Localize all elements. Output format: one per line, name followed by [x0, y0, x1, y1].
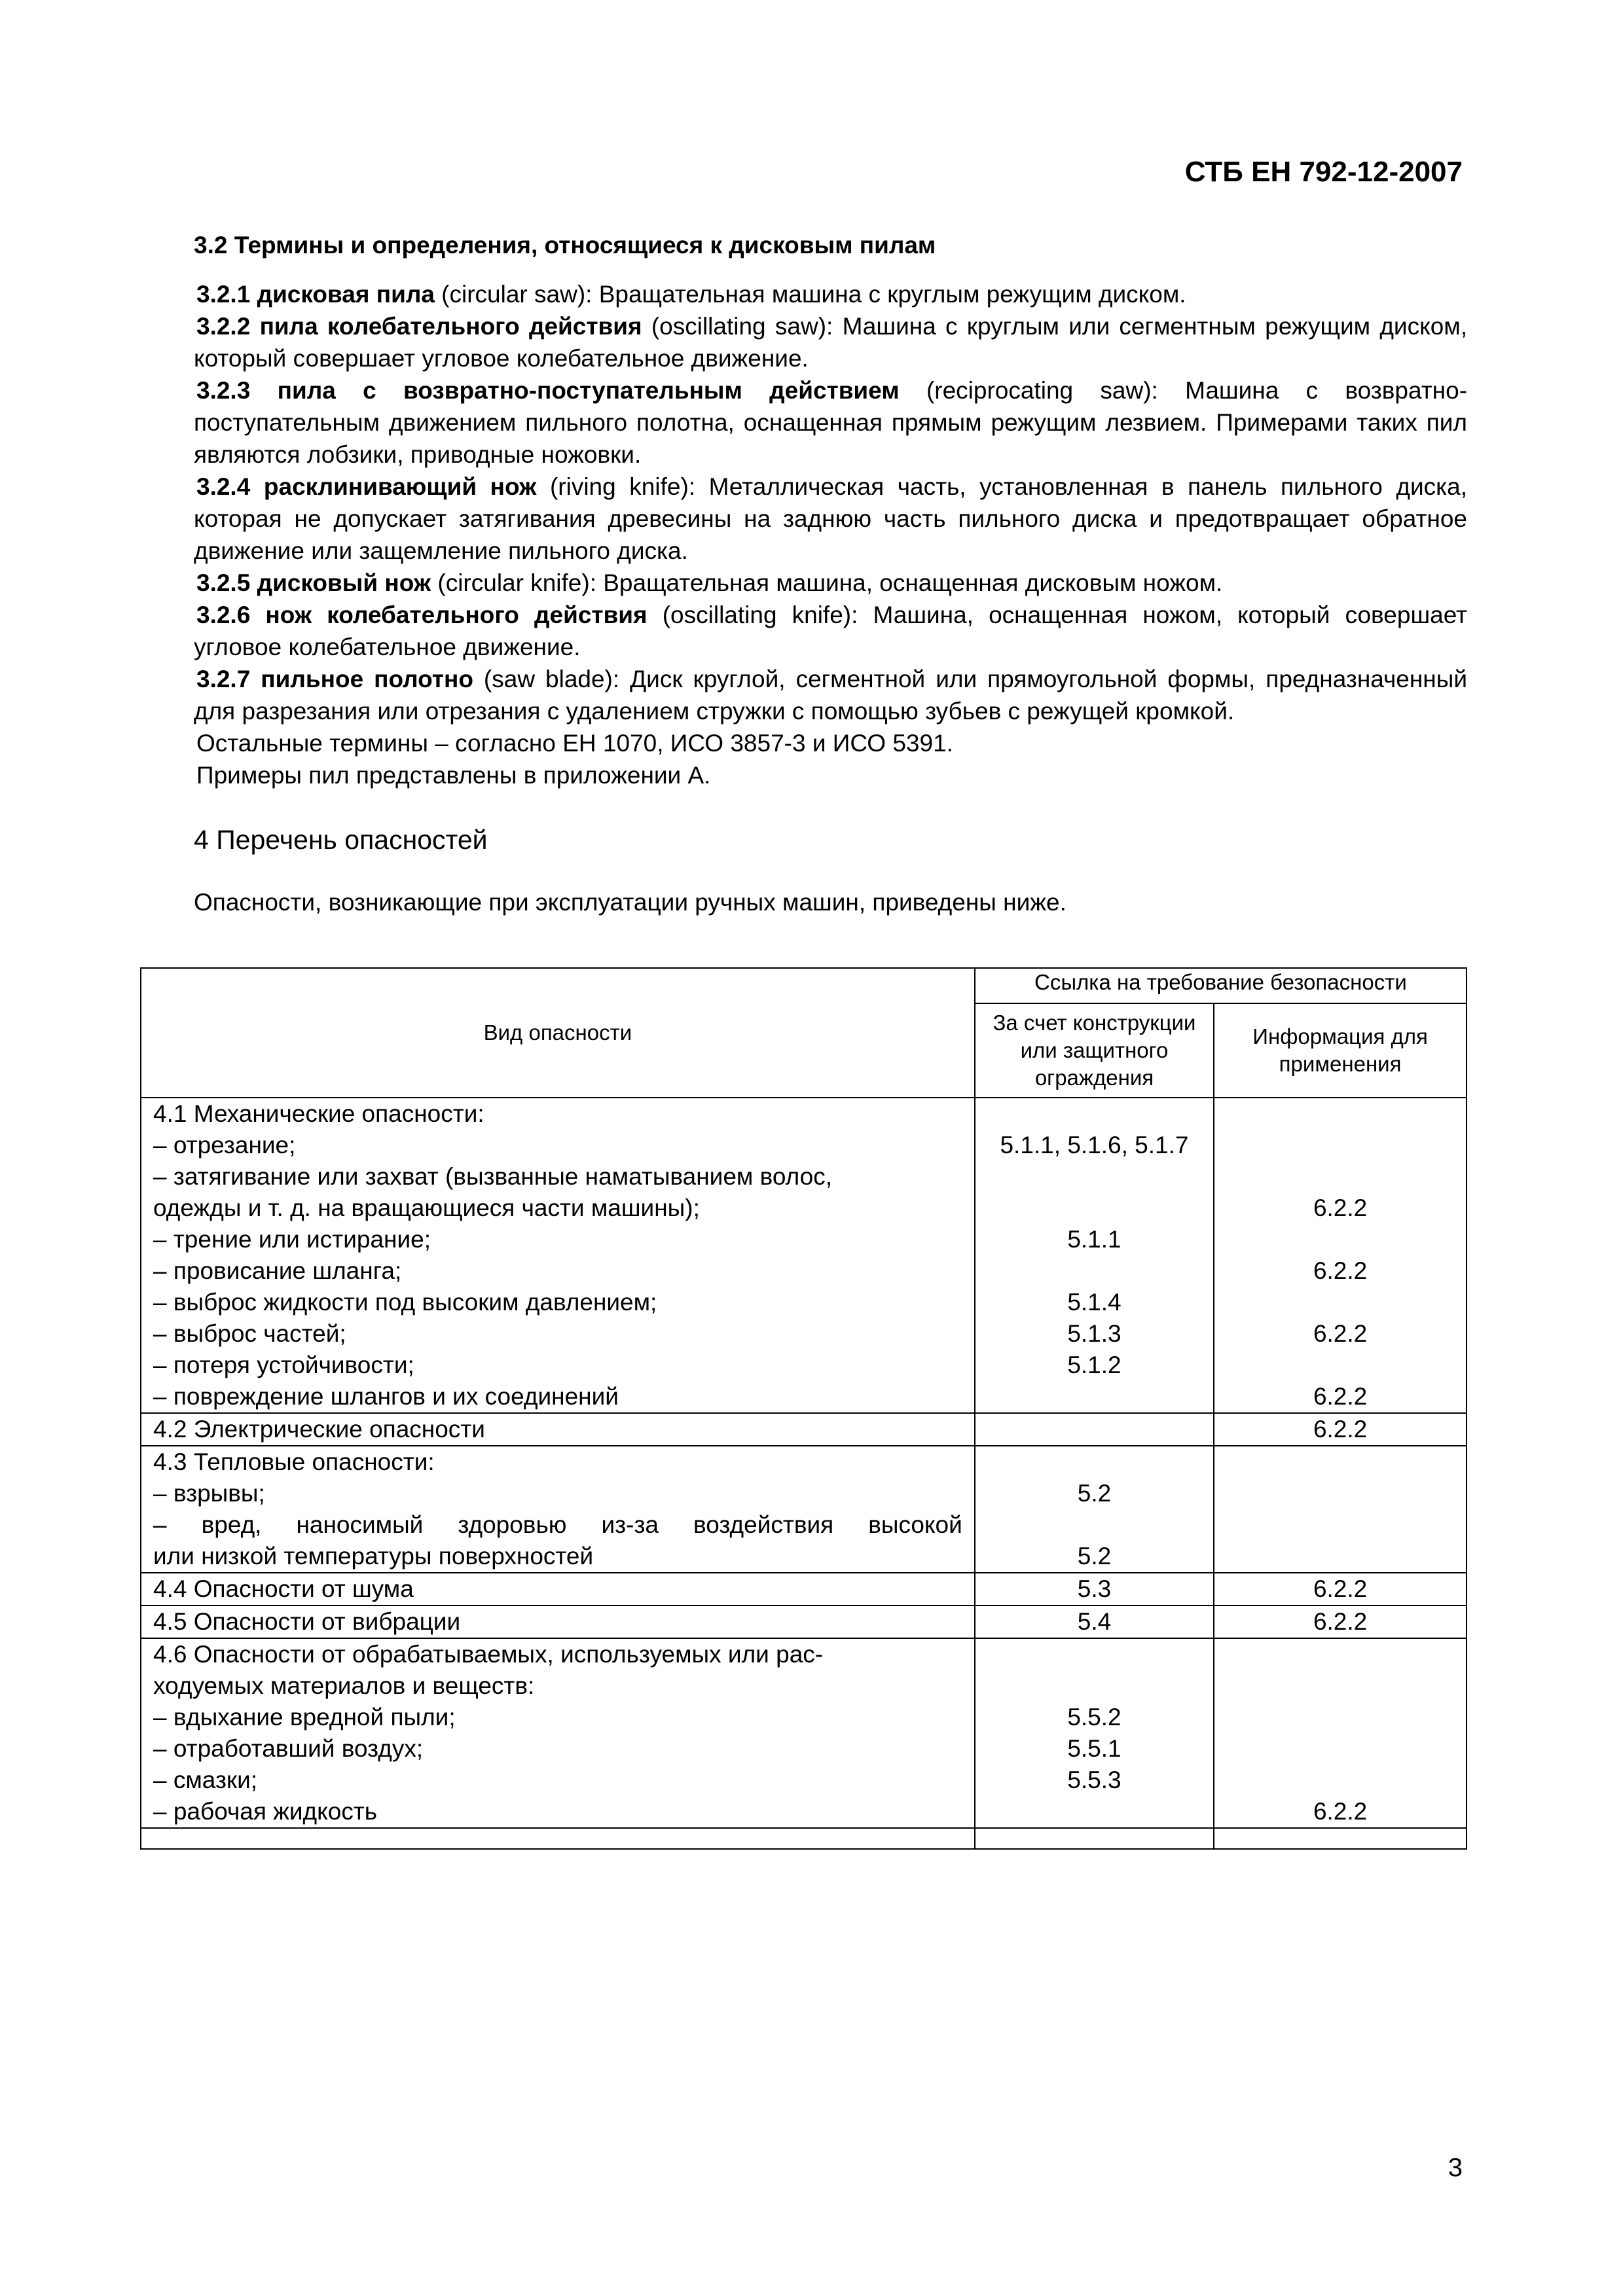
- info-ref: 6.2.2: [1313, 1798, 1368, 1825]
- design-ref-cell: [975, 1605, 1214, 1638]
- term-definition: (oscillating knife): Машина, оснащенная ножом, который совершает угловое колебательное движение.: [194, 601, 1467, 660]
- info-ref-cell: [1214, 1605, 1467, 1638]
- empty-cell: [1214, 1828, 1467, 1849]
- design-ref: [987, 1161, 1201, 1193]
- term-heading: 3.2.2: [196, 313, 251, 340]
- info-ref-cell: [1214, 1413, 1467, 1446]
- table-row: [141, 1446, 1467, 1573]
- design-ref-cell: [975, 1446, 1214, 1573]
- design-ref: [987, 1193, 1201, 1224]
- hazards-table: [140, 967, 1467, 1850]
- section-4-intro: Опасности, возникающие при эксплуатации ручных машин, приведены ниже.: [194, 889, 1067, 916]
- hazard-line: – отработавший воздух;: [153, 1735, 424, 1762]
- term-name: пильное полотно: [261, 666, 473, 692]
- info-ref: [1226, 1446, 1454, 1478]
- info-ref: 6.2.2: [1313, 1257, 1368, 1284]
- info-ref: [1226, 1130, 1454, 1161]
- info-ref: [1226, 1098, 1454, 1130]
- info-ref: 6.2.2: [1313, 1383, 1368, 1410]
- term-definition: (saw blade): Диск круглой, сегментной или прямоугольной формы, предназначенный для разрезания или отрезания с удалением стружки с помощью зубьев с режущей кромкой.: [194, 666, 1467, 725]
- col-header-ref: Ссылка на требование безопасности: [975, 968, 1467, 1003]
- design-ref: [987, 1255, 1201, 1287]
- term-name: дисковая пила: [257, 281, 435, 308]
- examples-text: Примеры пил представлены в приложении А.: [196, 762, 711, 789]
- table-row: [141, 1573, 1467, 1605]
- term-name: нож колебательного действия: [265, 601, 647, 628]
- info-ref: [1226, 1509, 1454, 1541]
- term-name: дисковый нож: [257, 569, 431, 596]
- info-ref: [1226, 1224, 1454, 1255]
- info-ref: [1226, 1639, 1454, 1670]
- term-heading: 3.2.3: [196, 377, 251, 404]
- page-number: 3: [1448, 2153, 1463, 2182]
- hazard-line: – вдыхание вредной пыли;: [153, 1704, 456, 1731]
- info-ref: 6.2.2: [1313, 1416, 1368, 1443]
- design-ref: 5.3: [1077, 1575, 1112, 1602]
- term-heading: 3.2.5: [196, 569, 251, 596]
- design-ref-cell: [975, 1413, 1214, 1446]
- design-ref: 5.1.1, 5.1.6, 5.1.7: [1000, 1132, 1189, 1158]
- hazard-line: – потеря устойчивости;: [153, 1352, 414, 1378]
- term-3-2-3: [194, 374, 1467, 471]
- design-ref: 5.1.3: [1067, 1320, 1122, 1347]
- info-ref-cell: [1214, 1098, 1467, 1413]
- terms-list: [194, 278, 1467, 727]
- other-terms-text: Остальные термины – согласно ЕН 1070, ИСО 3857-3 и ИСО 5391.: [196, 730, 953, 757]
- info-ref: [1226, 1350, 1454, 1381]
- info-ref: [1226, 1541, 1454, 1572]
- term-definition: (circular saw): Вращательная машина с круглым режущим диском.: [434, 281, 1186, 308]
- design-ref: 5.2: [1077, 1543, 1112, 1570]
- hazard-line: одежды и т. д. на вращающиеся части машины);: [153, 1194, 700, 1221]
- hazard-line: 4.4 Опасности от шума: [153, 1575, 414, 1602]
- hazard-kind-cell: [141, 1413, 975, 1446]
- hazard-line: – выброс жидкости под высоким давлением;: [153, 1289, 657, 1316]
- table-row: [141, 1413, 1467, 1446]
- info-ref: 6.2.2: [1313, 1194, 1368, 1221]
- table-row: [141, 1605, 1467, 1638]
- term-definition: (riving knife): Металлическая часть, установленная в панель пильного диска, которая не допускает затягивания древесины на заднюю часть пильного диска и предотвращает обратное движение или защемление пильного диска.: [194, 473, 1468, 564]
- hazard-kind-cell: [141, 1098, 975, 1413]
- hazard-line: – смазки;: [153, 1767, 258, 1793]
- hazard-line: – взрывы;: [153, 1480, 265, 1507]
- design-ref: [987, 1796, 1201, 1827]
- design-ref: [987, 1098, 1201, 1130]
- info-ref: [1226, 1733, 1454, 1765]
- term-name: пила колебательного действия: [259, 313, 642, 340]
- info-ref: [1226, 1670, 1454, 1702]
- hazard-line: – повреждение шлангов и их соединений: [153, 1383, 619, 1410]
- design-ref-cell: [975, 1638, 1214, 1828]
- term-name: расклинивающий нож: [263, 473, 537, 500]
- term-3-2-6: [194, 599, 1467, 663]
- info-ref: 6.2.2: [1313, 1320, 1368, 1347]
- term-definition: (reciprocating saw): Машина с возвратно-поступательным движением пильного полотна, оснащенная прямым режущим лезвием. Примерами таких пил являются лобзики, приводные ножовки.: [194, 377, 1468, 468]
- document-code: СТБ ЕН 792-12-2007: [1184, 156, 1463, 188]
- design-ref: [987, 1509, 1201, 1541]
- info-ref-cell: [1214, 1573, 1467, 1605]
- term-heading: 3.2.4: [196, 473, 251, 500]
- hazard-kind-cell: [141, 1605, 975, 1638]
- main-content: [194, 229, 1467, 918]
- table-row: [141, 1098, 1467, 1413]
- hazard-line: 4.5 Опасности от вибрации: [153, 1608, 461, 1635]
- term-heading: 3.2.1: [196, 281, 251, 308]
- empty-cell: [141, 1828, 975, 1849]
- hazard-line: 4.3 Тепловые опасности:: [153, 1448, 435, 1475]
- design-ref: 5.4: [1077, 1608, 1112, 1635]
- design-ref: 5.2: [1077, 1480, 1112, 1507]
- hazard-line: – вред, наносимый здоровью из-за воздействия высокой: [153, 1511, 962, 1538]
- col-header-info: Информация для применения: [1214, 1003, 1467, 1098]
- hazard-line: – трение или истирание;: [153, 1226, 431, 1253]
- hazard-line: – выброс частей;: [153, 1320, 346, 1347]
- design-ref: 5.5.1: [1067, 1735, 1122, 1762]
- col-header-design: За счет конструкции или защитного ограждения: [975, 1003, 1214, 1098]
- hazard-kind-cell: [141, 1638, 975, 1828]
- info-ref: [1226, 1765, 1454, 1796]
- info-ref: [1226, 1478, 1454, 1509]
- info-ref: 6.2.2: [1313, 1608, 1368, 1635]
- hazard-line: 4.6 Опасности от обрабатываемых, используемых или рас-: [153, 1641, 824, 1668]
- section-3-2-title: 3.2 Термины и определения, относящиеся к дисковым пилам: [194, 232, 936, 259]
- design-ref: [987, 1670, 1201, 1702]
- info-ref-cell: [1214, 1446, 1467, 1573]
- design-ref: 5.1.2: [1067, 1352, 1122, 1378]
- col-header-kind: Вид опасности: [141, 968, 975, 1098]
- term-heading: 3.2.7: [196, 666, 251, 692]
- design-ref: [987, 1639, 1201, 1670]
- info-ref: [1226, 1287, 1454, 1318]
- term-definition: (oscillating saw): Машина с круглым или сегментным режущим диском, который совершает угловое колебательное движение.: [194, 313, 1467, 372]
- design-ref: [987, 1381, 1201, 1412]
- design-ref: 5.5.2: [1067, 1704, 1122, 1731]
- design-ref: 5.1.4: [1067, 1289, 1122, 1316]
- hazard-kind-cell: [141, 1573, 975, 1605]
- term-3-2-7: [194, 663, 1467, 727]
- term-3-2-5: [194, 567, 1467, 599]
- term-3-2-4: [194, 471, 1467, 567]
- hazard-line: – рабочая жидкость: [153, 1798, 378, 1825]
- hazard-line: 4.2 Электрические опасности: [153, 1416, 485, 1443]
- hazard-line: 4.1 Механические опасности:: [153, 1100, 484, 1127]
- hazard-line: – провисание шланга;: [153, 1257, 402, 1284]
- term-3-2-1: [194, 278, 1467, 310]
- term-heading: 3.2.6: [196, 601, 251, 628]
- design-ref: 5.1.1: [1067, 1226, 1122, 1253]
- hazard-line: – отрезание;: [153, 1132, 296, 1158]
- hazard-line: – затягивание или захват (вызванные наматыванием волос,: [153, 1163, 832, 1190]
- hazard-kind-cell: [141, 1446, 975, 1573]
- info-ref-cell: [1214, 1638, 1467, 1828]
- empty-cell: [975, 1828, 1214, 1849]
- info-ref: [1226, 1702, 1454, 1733]
- hazard-line: или низкой температуры поверхностей: [153, 1543, 594, 1570]
- design-ref-cell: [975, 1573, 1214, 1605]
- term-definition: (circular knife): Вращательная машина, оснащенная дисковым ножом.: [431, 569, 1223, 596]
- design-ref: [987, 1414, 1201, 1445]
- table-row: [141, 1638, 1467, 1828]
- hazard-line: ходуемых материалов и веществ:: [153, 1672, 535, 1699]
- info-ref: [1226, 1161, 1454, 1193]
- table-row-empty: [141, 1828, 1467, 1849]
- term-3-2-2: [194, 310, 1467, 374]
- design-ref: [987, 1446, 1201, 1478]
- design-ref: 5.5.3: [1067, 1767, 1122, 1793]
- term-name: пила с возвратно-поступательным действием: [277, 377, 900, 404]
- design-ref-cell: [975, 1098, 1214, 1413]
- section-4-title: 4 Перечень опасностей: [194, 825, 488, 855]
- info-ref: 6.2.2: [1313, 1575, 1368, 1602]
